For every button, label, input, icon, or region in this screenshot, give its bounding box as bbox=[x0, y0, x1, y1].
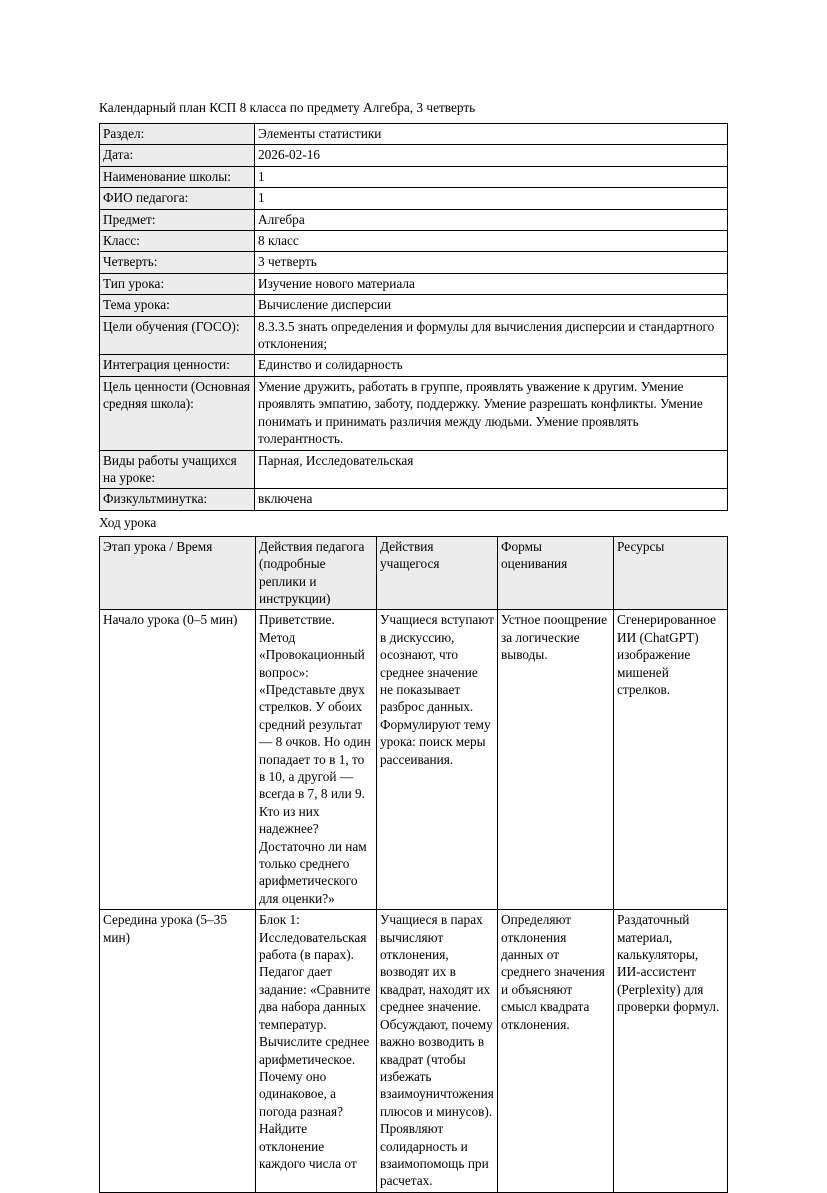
info-value: 8.3.3.5 знать определения и формулы для вычисления дисперсии и стандартного отклонения; bbox=[255, 316, 728, 355]
cell-assessment-forms: Устное поощрение за логические выводы. bbox=[498, 610, 614, 910]
cell-stage: Середина урока (5–35 мин) bbox=[100, 910, 256, 1193]
table-row bbox=[100, 376, 728, 450]
info-label: Предмет: bbox=[100, 209, 255, 230]
section-caption: Ход урока bbox=[99, 514, 157, 530]
info-value: 3 четверть bbox=[255, 252, 728, 273]
info-label: Тип урока: bbox=[100, 273, 255, 294]
info-label: Четверть: bbox=[100, 252, 255, 273]
table-row bbox=[100, 166, 728, 187]
info-label: Физкультминутка: bbox=[100, 489, 255, 510]
cell-resources: Раздаточный материал, калькуляторы, ИИ-ассистент (Perplexity) для проверки формул. bbox=[614, 910, 728, 1193]
info-label: Виды работы учащихся на уроке: bbox=[100, 450, 255, 489]
lesson-flow-body bbox=[100, 610, 728, 1192]
table-row bbox=[100, 273, 728, 294]
info-value: Парная, Исследовательская bbox=[255, 450, 728, 489]
table-row bbox=[100, 145, 728, 166]
column-header-assessment-forms: Формы оценивания bbox=[498, 536, 614, 610]
info-value: 2026-02-16 bbox=[255, 145, 728, 166]
table-row bbox=[100, 209, 728, 230]
info-value: Вычисление дисперсии bbox=[255, 295, 728, 316]
info-value: Умение дружить, работать в группе, проявлять уважение к другим. Умение проявлять эмпатию, заботу, поддержку. Умение разрешать конфликты. Умение понимать и принимать различия между людьми. Умение проявлять толерантность. bbox=[255, 376, 728, 450]
info-label: Наименование школы: bbox=[100, 166, 255, 187]
table-row bbox=[100, 188, 728, 209]
info-label: Тема урока: bbox=[100, 295, 255, 316]
info-label: Дата: bbox=[100, 145, 255, 166]
cell-student-actions: Учащиеся в парах вычисляют отклонения, возводят их в квадрат, находят их среднее значение. Обсуждают, почему важно возводить в квадрат (чтобы избежать взаимоуничтожения плюсов и минусов). Проявляют солидарность и взаимопомощь при расчетах. bbox=[377, 910, 498, 1193]
table-row bbox=[100, 295, 728, 316]
lesson-flow-table bbox=[99, 536, 728, 1193]
info-value: включена bbox=[255, 489, 728, 510]
info-label: Цели обучения (ГОСО): bbox=[100, 316, 255, 355]
info-label: Класс: bbox=[100, 231, 255, 252]
lesson-flow-header bbox=[100, 536, 728, 610]
table-row bbox=[100, 489, 728, 510]
info-label: Интеграция ценности: bbox=[100, 355, 255, 376]
cell-stage: Начало урока (0–5 мин) bbox=[100, 610, 256, 910]
table-row bbox=[100, 355, 728, 376]
info-value: Элементы статистики bbox=[255, 124, 728, 145]
info-value: 1 bbox=[255, 166, 728, 187]
info-label: Раздел: bbox=[100, 124, 255, 145]
info-value: Единство и солидарность bbox=[255, 355, 728, 376]
lesson-info-table bbox=[99, 123, 728, 511]
cell-resources: Сгенерированное ИИ (ChatGPT) изображение мишеней стрелков. bbox=[614, 610, 728, 910]
table-row bbox=[100, 316, 728, 355]
column-header-teacher-actions: Действия педагога (подробные реплики и инструкции) bbox=[256, 536, 377, 610]
column-header-student-actions: Действия учащегося bbox=[377, 536, 498, 610]
info-value: 8 класс bbox=[255, 231, 728, 252]
info-value: Изучение нового материала bbox=[255, 273, 728, 294]
table-row bbox=[100, 450, 728, 489]
column-header-resources: Ресурсы bbox=[614, 536, 728, 610]
column-header-stage: Этап урока / Время bbox=[100, 536, 256, 610]
cell-teacher-actions: Приветствие. Метод «Провокационный вопрос»: «Представьте двух стрелков. У обоих средний результат — 8 очков. Но один попадает то в 1, то в 10, а другой — всегда в 7, 8 или 9. Кто из них надежнее? Достаточно ли нам только среднего арифметического для оценки?» bbox=[256, 610, 377, 910]
cell-student-actions: Учащиеся вступают в дискуссию, осознают, что среднее значение не показывает разброс данных. Формулируют тему урока: поиск меры рассеивания. bbox=[377, 610, 498, 910]
table-row bbox=[100, 231, 728, 252]
table-row bbox=[100, 910, 728, 1193]
cell-teacher-actions: Блок 1: Исследовательская работа (в парах). Педагог дает задание: «Сравните два набора данных температур. Вычислите среднее арифметическое. Почему оно одинаковое, а погода разная? Найдите отклонение каждого числа от bbox=[256, 910, 377, 1193]
info-label: ФИО педагога: bbox=[100, 188, 255, 209]
table-header-row bbox=[100, 536, 728, 610]
info-value: Алгебра bbox=[255, 209, 728, 230]
cell-assessment-forms: Определяют отклонения данных от среднего значения и объясняют смысл квадрата отклонения. bbox=[498, 910, 614, 1193]
info-value: 1 bbox=[255, 188, 728, 209]
table-row bbox=[100, 252, 728, 273]
table-row bbox=[100, 610, 728, 910]
info-label: Цель ценности (Основная средняя школа): bbox=[100, 376, 255, 450]
page-title: Календарный план КСП 8 класса по предмету Алгебра, 3 четверть bbox=[99, 100, 476, 115]
table-row bbox=[100, 124, 728, 145]
lesson-info-body bbox=[100, 124, 728, 511]
